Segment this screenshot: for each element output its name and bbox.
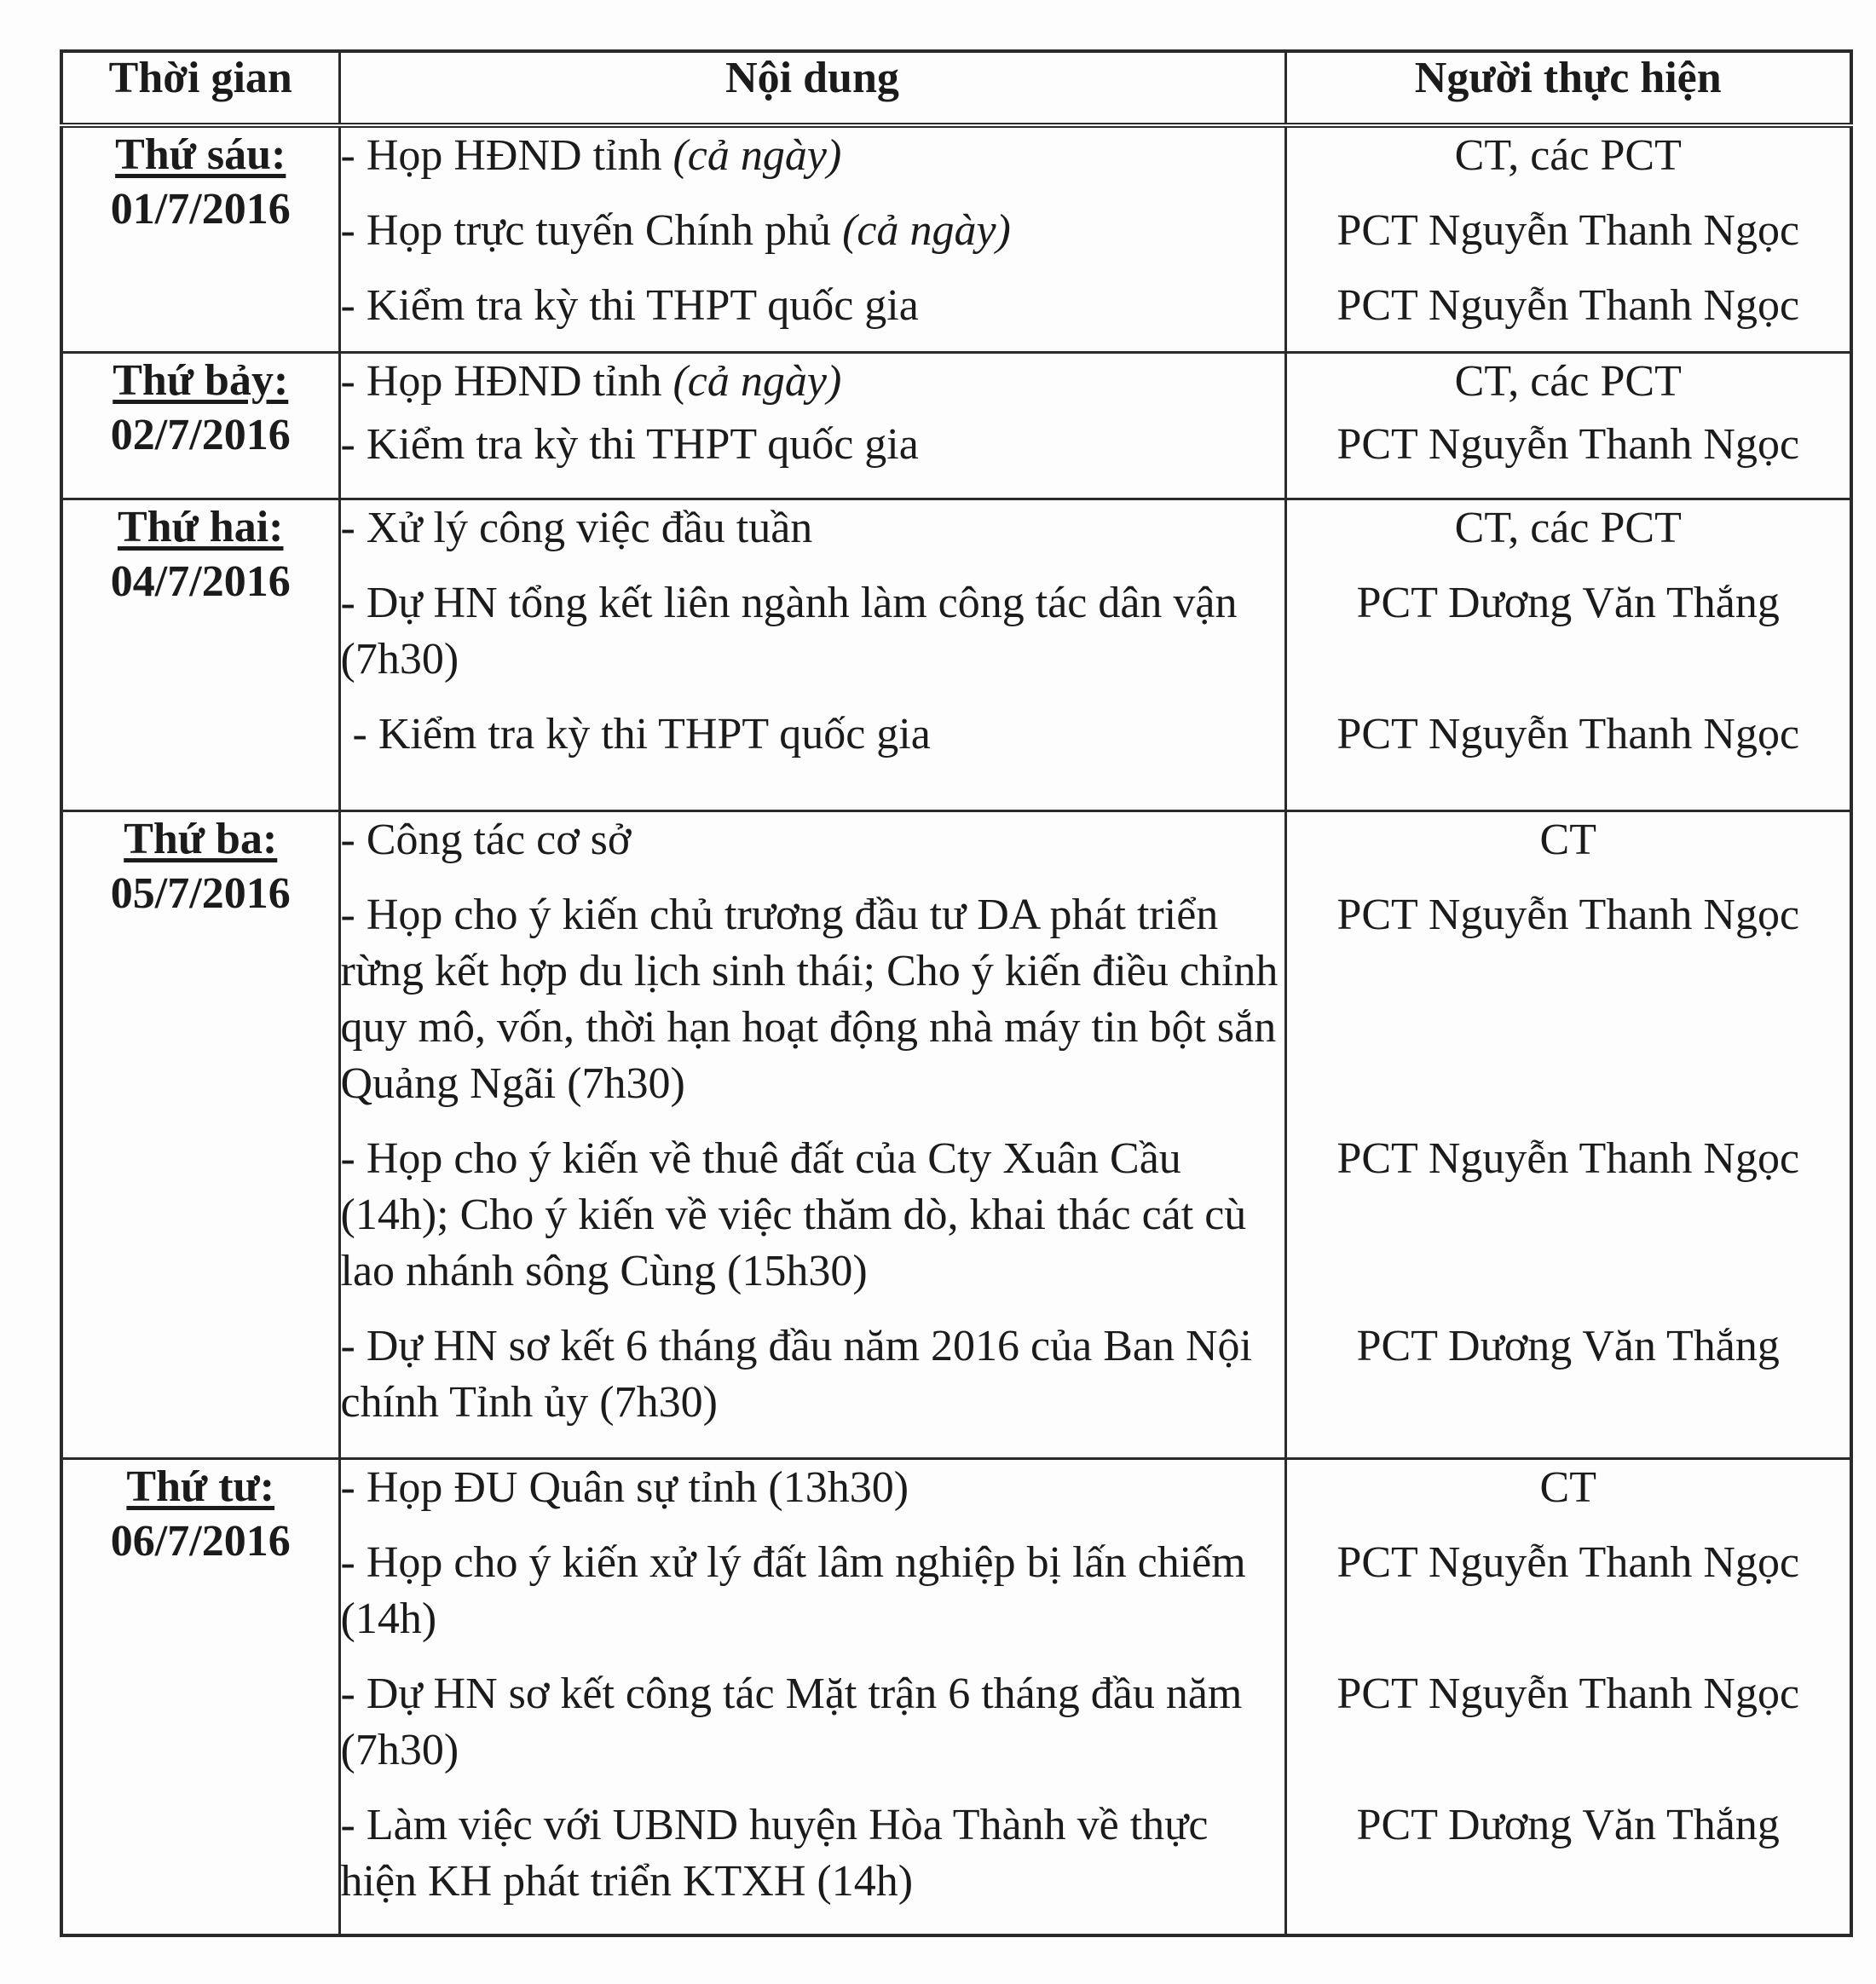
content-cell (339, 499, 1285, 810)
table-row (61, 125, 1851, 352)
list-item (341, 887, 1284, 1112)
date-label: 04/7/2016 (110, 557, 291, 606)
list-item (341, 128, 1284, 184)
day-label: Thứ tư: (126, 1462, 275, 1511)
item-text: - Họp ĐU Quân sự tỉnh (13h30) (340, 1462, 909, 1512)
time-cell (61, 810, 339, 1458)
date-label: 01/7/2016 (110, 185, 291, 234)
person-name: CT, các PCT (1454, 503, 1682, 552)
person-cell (1285, 810, 1851, 1458)
table-row (61, 810, 1851, 1458)
person-cell (1285, 499, 1851, 810)
person-name: PCT Nguyễn Thanh Ngọc (1336, 709, 1800, 758)
list-item (341, 278, 1284, 334)
day-label: Thứ ba: (124, 814, 278, 863)
table-row (61, 499, 1851, 810)
table-row (61, 352, 1851, 499)
person-name: CT (1539, 1462, 1596, 1512)
day-label: Thứ sáu: (115, 130, 286, 179)
header-time: Thời gian (61, 51, 339, 125)
time-cell (61, 1458, 339, 1935)
list-item (341, 1460, 1284, 1516)
item-text: - Dự HN sơ kết 6 tháng đầu năm 2016 của Ban Nội chính Tỉnh ủy (7h30) (340, 1321, 1252, 1427)
list-item (341, 1131, 1284, 1300)
item-text: - Kiểm tra kỳ thi THPT quốc gia (340, 281, 919, 330)
item-text: - Họp cho ý kiến xử lý đất lâm nghiệp bị lấn chiếm (14h) (340, 1537, 1246, 1643)
person-name: PCT Nguyễn Thanh Ngọc (1336, 1669, 1800, 1718)
person-cell (1285, 1458, 1851, 1935)
content-cell (339, 810, 1285, 1458)
list-item (341, 1318, 1284, 1431)
list-item (341, 500, 1284, 557)
item-text: - Họp cho ý kiến về thuê đất của Cty Xuân Cầu (14h); Cho ý kiến về việc thăm dò, khai thác cát cù lao nhánh sông Cùng (15h30) (340, 1133, 1247, 1295)
person-name: PCT Nguyễn Thanh Ngọc (1336, 890, 1800, 939)
item-text: - Làm việc với UBND huyện Hòa Thành về thực hiện KH phát triển KTXH (14h) (340, 1800, 1209, 1906)
date-label: 02/7/2016 (110, 410, 291, 459)
list-item (341, 707, 1284, 763)
header-content: Nội dung (339, 51, 1285, 125)
person-name: PCT Nguyễn Thanh Ngọc (1336, 1537, 1800, 1587)
item-note: (cả ngày) (672, 356, 842, 406)
person-name: PCT Nguyễn Thanh Ngọc (1336, 1133, 1800, 1183)
person-name: CT, các PCT (1454, 131, 1682, 180)
person-name: PCT Dương Văn Thắng (1356, 578, 1780, 627)
person-cell (1285, 352, 1851, 499)
person-name: PCT Dương Văn Thắng (1356, 1321, 1780, 1370)
list-item (341, 1535, 1284, 1647)
item-text: - Công tác cơ sở (340, 815, 632, 864)
person-name: PCT Nguyễn Thanh Ngọc (1336, 206, 1800, 255)
schedule-body (61, 125, 1851, 1935)
list-item (341, 1666, 1284, 1779)
date-label: 05/7/2016 (110, 868, 291, 918)
person-name: PCT Dương Văn Thắng (1356, 1800, 1780, 1849)
item-text: - Họp cho ý kiến chủ trương đầu tư DA phát triển rừng kết hợp du lịch sinh thái; Cho ý kiến điều chỉnh quy mô, vốn, thời hạn hoạt động nhà máy tin bột sắn Quảng Ngãi (7h30) (340, 890, 1279, 1108)
item-text: - Kiểm tra kỳ thi THPT quốc gia (340, 419, 919, 469)
item-text: - Họp HĐND tỉnh (340, 131, 673, 180)
schedule-table (60, 49, 1853, 1937)
list-item (341, 575, 1284, 688)
list-item (341, 1797, 1284, 1910)
item-text: - Dự HN sơ kết công tác Mặt trận 6 tháng đầu năm (7h30) (340, 1669, 1243, 1774)
person-cell (1285, 125, 1851, 352)
table-row (61, 1458, 1851, 1935)
item-text: - Họp trực tuyến Chính phủ (340, 206, 843, 255)
person-name: PCT Nguyễn Thanh Ngọc (1336, 281, 1800, 330)
time-cell (61, 499, 339, 810)
header-row (61, 51, 1851, 125)
date-label: 06/7/2016 (110, 1516, 291, 1566)
list-item (341, 203, 1284, 259)
person-name: CT (1539, 815, 1596, 864)
item-text: - Họp HĐND tỉnh (340, 356, 673, 406)
time-cell (61, 352, 339, 499)
item-text: - Kiểm tra kỳ thi THPT quốc gia (352, 709, 931, 758)
item-text: - Xử lý công việc đầu tuần (340, 503, 813, 552)
person-name: PCT Nguyễn Thanh Ngọc (1336, 419, 1800, 469)
content-cell (339, 1458, 1285, 1935)
content-cell (339, 352, 1285, 499)
day-label: Thứ hai: (118, 502, 284, 551)
header-person: Người thực hiện (1285, 51, 1851, 125)
item-text: - Dự HN tổng kết liên ngành làm công tác dân vận (7h30) (340, 578, 1238, 683)
list-item (341, 354, 1284, 410)
item-note: (cả ngày) (842, 206, 1011, 255)
content-cell (339, 125, 1285, 352)
list-item (341, 812, 1284, 868)
list-item (341, 417, 1284, 473)
person-name: CT, các PCT (1454, 356, 1682, 406)
item-note: (cả ngày) (672, 131, 842, 180)
time-cell (61, 125, 339, 352)
day-label: Thứ bảy: (113, 355, 289, 405)
